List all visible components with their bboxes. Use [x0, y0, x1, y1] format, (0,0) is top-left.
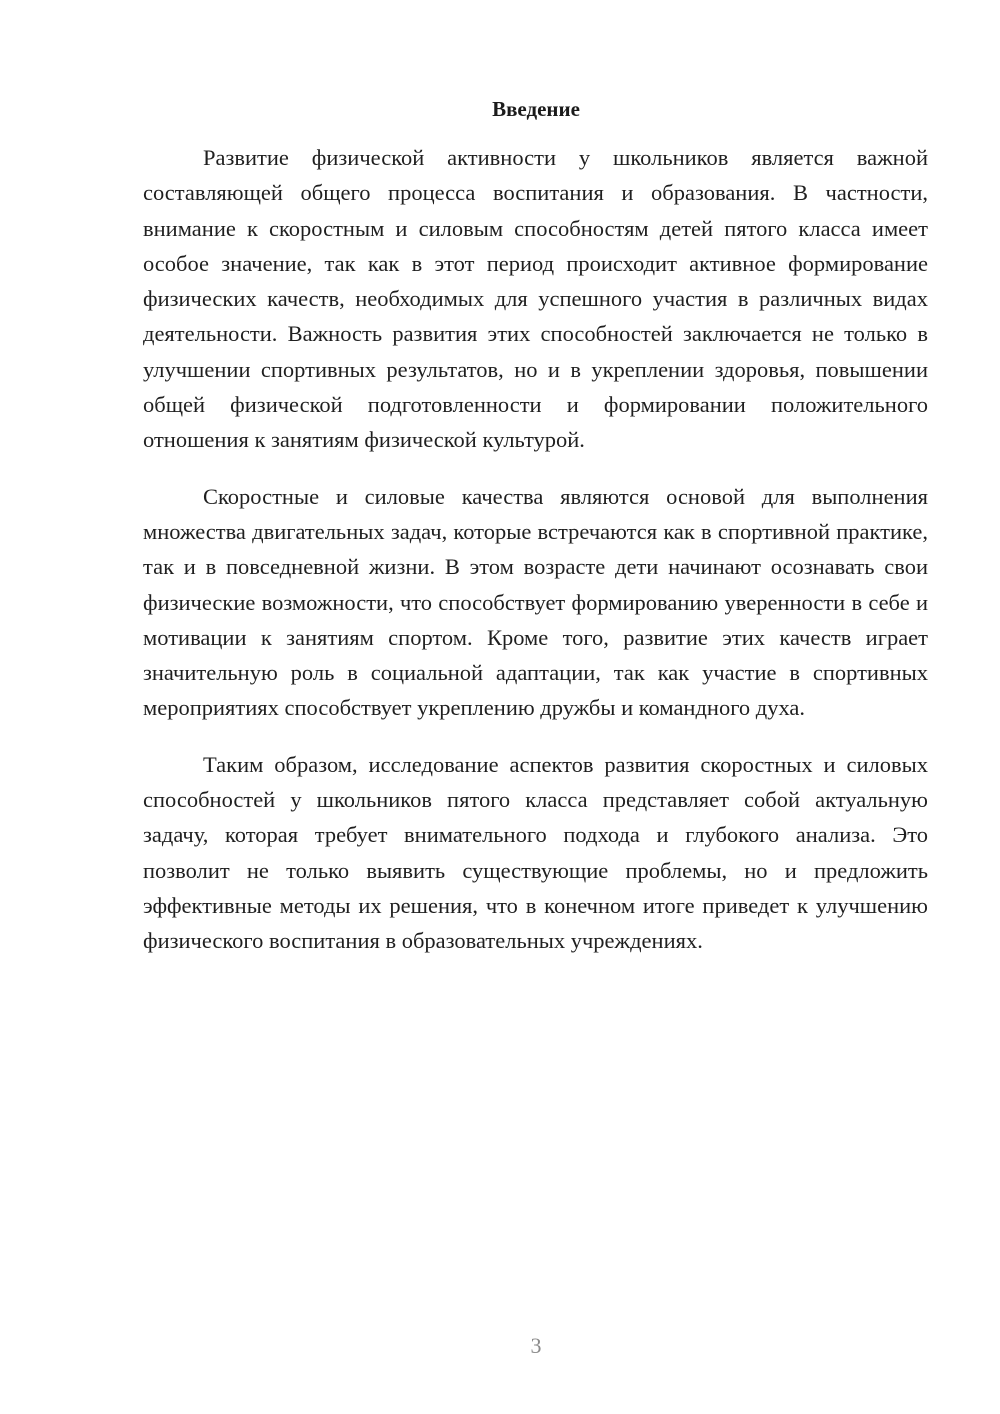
paragraph-3: Таким образом, исследование аспектов развития скоростных и силовых способностей у школьников пятого класса представляет собой актуальную задачу, которая требует внимательного подхода и глубокого анализа. Это позволит не только выявить существующие проблемы, но и предложить эффективные методы их решения, что в конечном итоге приведет к улучшению физического воспитания в образовательных учреждениях. — [143, 751, 928, 954]
section-title: Введение — [492, 97, 580, 121]
paragraph-2: Скоростные и силовые качества являются основой для выполнения множества двигательных задач, которые встречаются как в спортивной практике, так и в повседневной жизни. В этом возрасте дети начинают осознавать свои физические возможности, что способствует формированию уверенности в себе и мотивации к занятиям спортом. Кроме того, развитие этих качеств играет значительную роль в социальной адаптации, так как участие в спортивных мероприятиях способствует укреплению дружбы и командного духа. — [143, 483, 928, 721]
paragraph-1: Развитие физической активности у школьников является важной составляющей общего процесса воспитания и образования. В частности, внимание к скоростным и силовым способностям детей пятого класса имеет особое значение, так как в этот период происходит активное формирование физических качеств, необходимых для успешного участия в различных видах деятельности. Важность развития этих способностей заключается не только в улучшении спортивных результатов, но и в укреплении здоровья, повышении общей физической подготовленности и формировании положительного отношения к занятиям физической культурой. — [143, 145, 928, 453]
page-number: 3 — [530, 1333, 542, 1358]
document-body — [143, 140, 928, 980]
